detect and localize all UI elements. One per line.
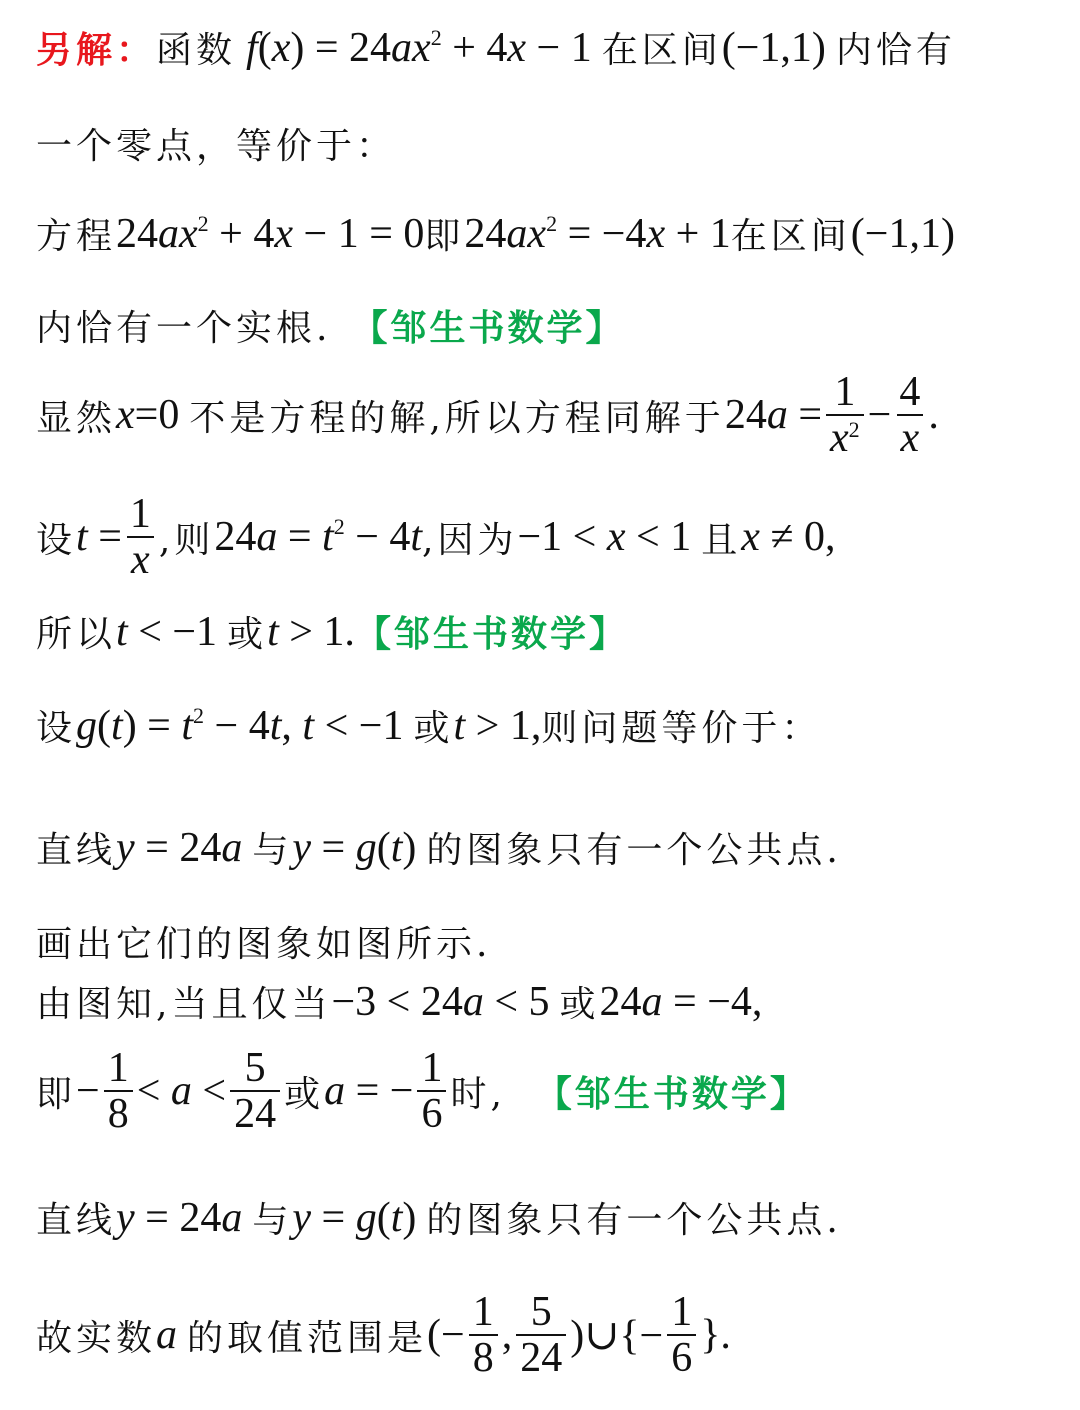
text: 设: [36, 519, 77, 561]
text: 即: [424, 216, 465, 257]
line-y: y = 24a: [116, 1194, 243, 1241]
brace-close: }.: [700, 1312, 731, 1358]
text: ,因为: [422, 519, 518, 561]
inequality-x: −1 < x < 1: [517, 514, 692, 560]
text: 则问题等价于：: [541, 708, 822, 749]
fraction-1-over-6: $\frac{1}{6}$: [417, 1046, 446, 1136]
a-equals: a = −: [324, 1068, 414, 1114]
t-greater: t > 1,: [453, 702, 542, 749]
line-10: [36, 916, 1070, 967]
line-13: [36, 1192, 1070, 1243]
alt-solution-label: 另解：: [36, 29, 157, 71]
watermark-tag: 【邹生书数学】: [354, 613, 628, 655]
line-6: [36, 492, 1070, 582]
equation-2: $24ax^2 = -4x + 1$: [464, 210, 731, 257]
text: 的图象只有一个公共点.: [426, 1200, 842, 1241]
fraction-5-over-24: $\frac{5}{24}$: [516, 1290, 566, 1380]
text: 画出它们的图象如图所示.: [36, 924, 492, 965]
fraction-5-over-24: $\frac{5}{24}$: [230, 1046, 280, 1136]
g-definition: $g(t) = t^2 - 4t$, t < −1: [76, 702, 404, 749]
text: ,则: [158, 519, 215, 561]
text: 或: [227, 614, 268, 655]
line-9: [36, 822, 1070, 873]
watermark-tag: 【邹生书数学】: [535, 1072, 809, 1115]
text: 与: [252, 830, 293, 871]
equation-1: $24ax^2 + 4x - 1 = 0$: [116, 210, 425, 257]
text: 在区间: [730, 216, 851, 257]
text: 时,: [450, 1073, 506, 1115]
line-7: [36, 606, 1070, 657]
t-less: t < −1: [116, 608, 218, 655]
text: 的取值范围是: [187, 1317, 428, 1359]
text: 方程: [36, 216, 117, 257]
equation-t: $24a = t^2 - 4t$: [214, 514, 423, 560]
fraction-1-over-6: $\frac{1}{6}$: [667, 1290, 696, 1380]
watermark-tag: 【邹生书数学】: [351, 307, 625, 349]
line-11: [36, 976, 1070, 1027]
text: 一个零点，等价于：: [36, 126, 397, 167]
line-5: [36, 370, 1070, 460]
line-2: [36, 118, 1070, 169]
text: 的图象只有一个公共点.: [426, 830, 842, 871]
expr-24a: 24a =: [724, 392, 822, 438]
line-4: [36, 300, 1070, 351]
fraction-1-over-x2: $\frac{1}{x^2}$: [826, 370, 864, 460]
text: 即: [36, 1073, 77, 1115]
minus-sign: −: [867, 392, 892, 438]
interval: (−1,1): [721, 24, 826, 71]
fraction-4-over-x: $\frac{4}{x}$: [895, 370, 924, 460]
text: 所以: [36, 614, 117, 655]
text: 或: [284, 1073, 325, 1115]
comma: ,: [824, 514, 836, 560]
text: 直线: [36, 1200, 117, 1241]
text: 故实数: [36, 1317, 157, 1359]
period: .: [928, 392, 939, 438]
line-14: [36, 1290, 1070, 1380]
var-a: a: [156, 1312, 178, 1358]
text: 显然: [36, 397, 117, 439]
union-set: )∪{−: [570, 1313, 664, 1359]
text: 在区间: [601, 30, 722, 71]
x-equals-zero: x=0: [116, 392, 180, 438]
range-24a: −3 < 24a < 5: [331, 978, 550, 1025]
interval: (−1,1): [850, 210, 955, 257]
paren-open: (−: [427, 1312, 465, 1358]
text: 或: [559, 984, 600, 1025]
text: 函数: [156, 30, 237, 71]
fraction-1-over-x: $\frac{1}{x}$: [126, 492, 155, 582]
line-y: y = 24a: [116, 824, 243, 871]
fraction-1-over-8: $\frac{1}{8}$: [469, 1290, 498, 1380]
text: 直线: [36, 830, 117, 871]
line-12: [36, 1046, 1070, 1136]
text: 不是方程的解,所以方程同解于: [189, 397, 725, 439]
line-8: [36, 700, 1070, 751]
fraction-1-over-8: $\frac{1}{8}$: [104, 1046, 133, 1136]
lt-a-lt: < a <: [136, 1068, 227, 1114]
curve-y: y = g(t): [292, 1194, 417, 1241]
function-expression: $f(x) = 24ax^2 + 4x - 1$: [246, 24, 592, 71]
curve-y: y = g(t): [292, 824, 417, 871]
text: 由图知,当且仅当: [36, 984, 332, 1025]
t-equals: t =: [76, 514, 122, 560]
x-not-zero: x ≠ 0: [741, 514, 825, 560]
text: 设: [36, 708, 77, 749]
text: 内恰有: [835, 30, 956, 71]
text: 或: [413, 708, 454, 749]
t-greater: t > 1.: [267, 608, 355, 655]
text: 与: [252, 1200, 293, 1241]
comma: ,: [751, 978, 763, 1025]
text: 且: [701, 519, 742, 561]
line-3: [36, 208, 1070, 259]
line-1: [36, 22, 1070, 73]
minus-sign: −: [76, 1068, 100, 1114]
equals-24a: 24a = −4: [599, 978, 752, 1025]
comma: ,: [501, 1312, 513, 1358]
text: 内恰有一个实根.: [36, 308, 332, 349]
